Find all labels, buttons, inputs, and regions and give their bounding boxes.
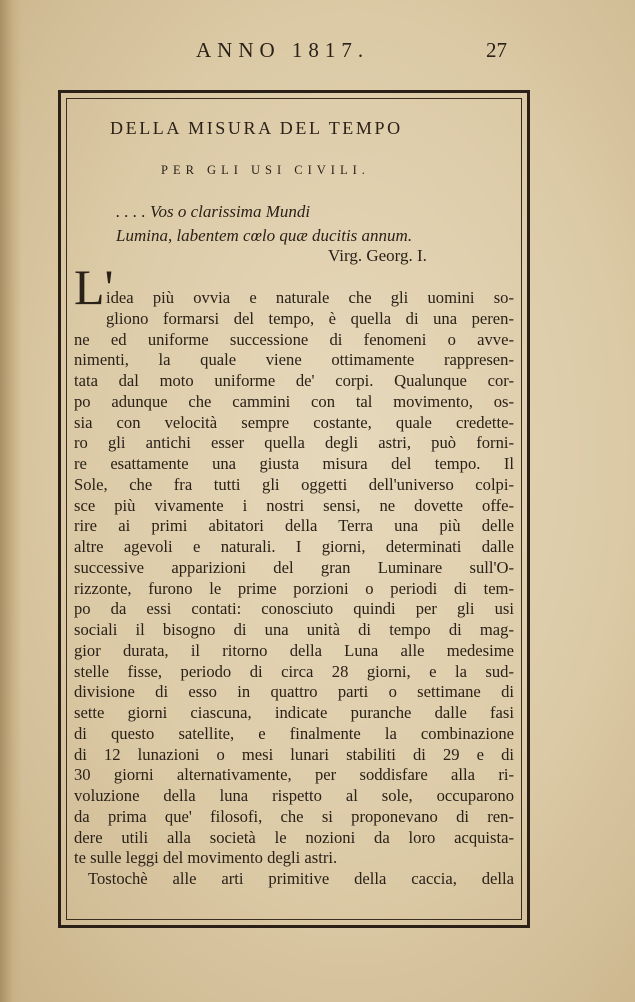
body-line: di 12 lunazioni o mesi lunari stabiliti di 29 e di: [74, 744, 514, 764]
body-line: successive apparizioni del gran Luminare sull'O-: [74, 557, 514, 577]
body-line: ro gli antichi esser quella degli astri, può forni-: [74, 433, 514, 453]
body-line: altre agevoli e naturali. I giorni, determinati dalle: [74, 537, 514, 556]
body-line: da prima que' filosofi, che si proponevano di ren-: [74, 806, 514, 826]
body-line: sette giorni ciascuna, indicate puranche dalle fasi: [74, 703, 514, 722]
epigraph-line-1: . . . . Vos o clarissima Mundi: [116, 202, 311, 221]
body-line: te sulle leggi del movimento degli astri.: [74, 848, 338, 868]
body-line: sce più vivamente i nostri sensi, ne dovette offe-: [74, 495, 514, 515]
epigraph-line-2: Lumina, labentem cœlo quæ ducitis annum.: [116, 226, 413, 245]
body-line: Sole, che fra tutti gli oggetti dell'universo colpi-: [74, 474, 514, 494]
body-line: sia con velocità sempre costante, quale credette-: [74, 412, 514, 432]
body-line: rire ai primi abitatori della Terra una più delle: [74, 516, 514, 536]
body-line: idea più ovvia e naturale che gli uomini so-: [106, 288, 514, 307]
body-line: nimenti, la quale viene ottimamente rappresen-: [74, 350, 514, 370]
running-title: ANNO 1817.: [196, 38, 370, 62]
body-line: ne ed uniforme successione di fenomeni o avve-: [74, 329, 514, 349]
body-line: po adunque che cammini con tal movimento, os-: [74, 391, 514, 411]
body-line: 30 giorni alternativamente, per soddisfare alla ri-: [74, 765, 514, 785]
article-title: DELLA MISURA DEL TEMPO: [110, 118, 403, 138]
article-subtitle: PER GLI USI CIVILI.: [161, 163, 370, 177]
body-line: gliono formarsi del tempo, è quella di una peren-: [106, 308, 514, 328]
body-line: re esattamente una giusta misura del tempo. Il: [74, 454, 514, 473]
body-line: sociali il bisogno di una unità di tempo di mag-: [74, 620, 514, 639]
body-line: gior durata, il ritorno della Luna alle medesime: [74, 640, 514, 660]
drop-cap: L': [74, 259, 114, 315]
body-line: stelle fisse, periodo di circa 28 giorni, e la sud-: [74, 661, 514, 681]
body-line: di questo satellite, e finalmente la combinazione: [74, 723, 514, 743]
body-line: tata dal moto uniforme de' corpi. Qualunque cor-: [74, 371, 514, 390]
page-number: 27: [486, 38, 507, 62]
body-line: Tostochè alle arti primitive della caccia, della: [88, 869, 514, 888]
epigraph-source: Virg. Georg. I.: [328, 246, 427, 265]
body-line: voluzione della luna rispetto al sole, occuparono: [74, 786, 514, 805]
body-line: rizzonte, furono le prime porzioni o periodi di tem-: [74, 578, 514, 598]
page-gutter: [0, 0, 22, 1002]
body-line: po da essi contati: conosciuto quindi per gli usi: [74, 599, 514, 619]
body-line: dere utili alla società le nozioni da loro acquista-: [74, 827, 514, 847]
body-line: divisione di esso in quattro parti o settimane di: [74, 682, 514, 702]
